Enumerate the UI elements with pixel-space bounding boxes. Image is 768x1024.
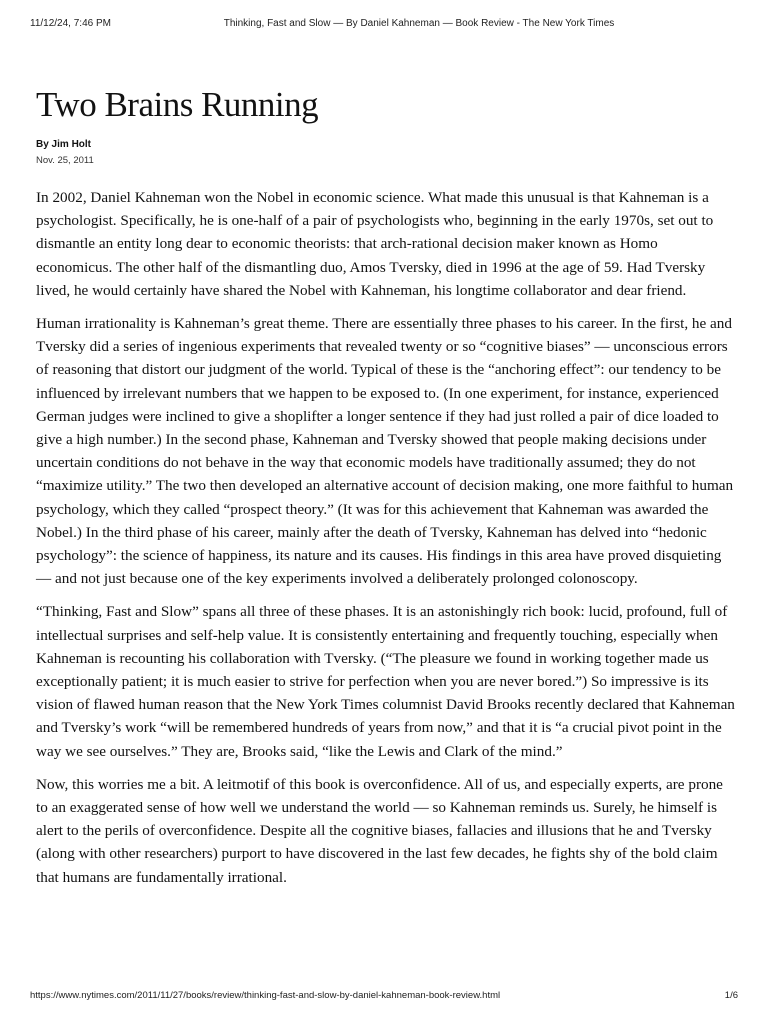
print-page-title: Thinking, Fast and Slow — By Daniel Kahneman — Book Review - The New York Times [223, 18, 615, 29]
paragraph: “Thinking, Fast and Slow” spans all three of these phases. It is an astonishingly rich book: lucid, profound, full of intellectual surprises and self-help value. It is consistently entertaining and frequently touching, especially when Kahneman is recounting his collaboration with Tversky. (“The pleasure we found in working together made us exceptionally patient; it is much easier to strive for perfection when you are never bored.”) So impressive is its vision of flawed human reason that the New York Times columnist David Brooks recently declared that Kahneman and Tversky’s work “will be remembered hundreds of years from now,” and that it is “a crucial pivot point in the way we see ourselves.” They are, Brooks said, “like the Lewis and Clark of the mind.” [36, 603, 735, 760]
paragraph: In 2002, Daniel Kahneman won the Nobel in economic science. What made this unusual is that Kahneman is a psychologist. Specifically, he is one-half of a pair of psychologists who, beginning in the early 1970s, set out to dismantle an entity long dear to economic theorists: that arch-rational decision maker known as Homo economicus. The other half of the dismantling duo, Amos Tversky, died in 1996 at the age of 59. Had Tversky lived, he would certainly have shared the Nobel with Kahneman, his longtime collaborator and dear friend. [36, 189, 714, 299]
byline: By Jim Holt [36, 139, 92, 150]
paragraph: Human irrationality is Kahneman’s great theme. There are essentially three phases to his career. In the first, he and Tversky did a series of ingenious experiments that revealed twenty or so “cognitive biases” — unconscious errors of reasoning that distort our judgment of the world. Typical of these is the “anchoring effect”: our tendency to be influenced by irrelevant numbers that we happen to be exposed to. (In one experiment, for instance, experienced German judges were inclined to give a shoplifter a longer sentence if they had just rolled a pair of dice loaded to give a high number.) In the second phase, Kahneman and Tversky showed that people making decisions under uncertain conditions do not behave in the way that economic models have traditionally assumed; they do not “maximize utility.” The two then developed an alternative account of decision making, one more faithful to human psychology, which they called “prospect theory.” (It was for this achievement that Kahneman was awarded the Nobel.) In the third phase of his career, mainly after the death of Tversky, Kahneman has delved into “hedonic psychology”: the science of happiness, its nature and its causes. His findings in this area have proved disquieting — and not just because one of the key experiments involved a deliberately prolonged colonoscopy. [36, 315, 734, 588]
article [36, 84, 736, 899]
print-footer [30, 990, 738, 1004]
paragraph: Now, this worries me a bit. A leitmotif of this book is overconfidence. All of us, and especially experts, are prone to an exaggerated sense of how well we understand the world — so Kahneman reminds us. Surely, he himself is alert to the perils of overconfidence. Despite all the cognitive biases, fallacies and illusions that he and Tversky (along with other researchers) purport to have discovered in the last few decades, he fights shy of the bold claim that humans are fundamentally irrational. [36, 775, 723, 886]
page-number: 1/6 [724, 990, 738, 1001]
publish-date: Nov. 25, 2011 [36, 155, 94, 166]
headline: Two Brains Running [36, 85, 319, 124]
print-header [30, 18, 738, 32]
print-date: 11/12/24, 7:46 PM [30, 18, 111, 29]
page-url: https://www.nytimes.com/2011/11/27/books/review/thinking-fast-and-slow-by-daniel-kahneman-book-review.html [30, 990, 501, 1001]
article-body [36, 186, 736, 889]
